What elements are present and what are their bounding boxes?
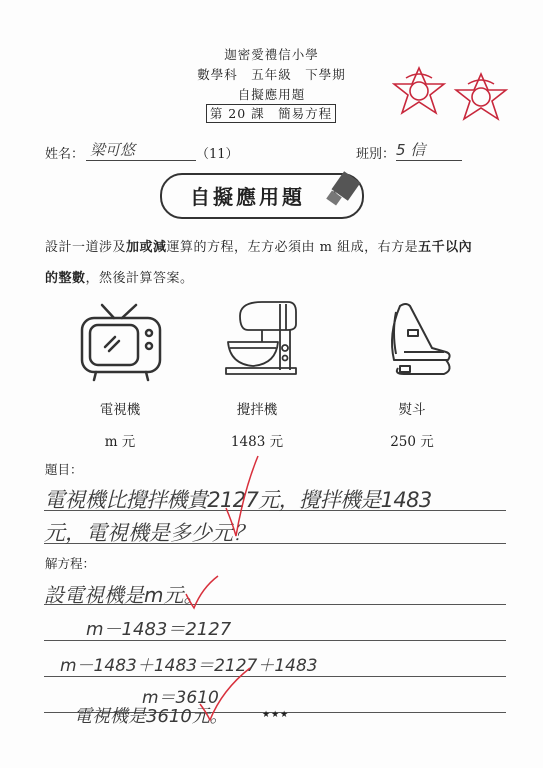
item-name: 電視機 — [99, 402, 141, 418]
school-name: 迦密愛禮信小學 — [224, 47, 319, 62]
item-name: 攪拌機 — [236, 402, 278, 418]
check-mark-icon — [220, 452, 260, 540]
item-price: 1483 元 — [230, 434, 284, 450]
question-label: 題目： — [45, 462, 83, 477]
iron-icon — [374, 300, 460, 380]
solution-step-4: m＝3610 — [142, 688, 219, 708]
reward-stamps — [392, 64, 512, 126]
solution-step-1: 設電視機是m元。 — [44, 583, 204, 607]
instruction-text: ，然後計算答案。 — [85, 271, 194, 286]
class-value: 5 信 — [396, 139, 462, 161]
name-label: 姓名： — [45, 147, 85, 162]
question-line-2: 元，電視機是多少元？ — [44, 521, 254, 545]
instruction-line-2 — [45, 267, 194, 286]
student-name: 梁可悠 — [86, 139, 196, 161]
grading-stars: ★★★ — [262, 710, 290, 720]
instruction-emphasis: 加或減 — [126, 240, 167, 255]
question-line-1: 電視機比攪拌機貴2127元，攪拌機是1483 — [44, 488, 432, 512]
instruction-text: 運算的方程，左方必須由 m 組成，右方是 — [166, 240, 419, 255]
lesson-title: 第 20 課 簡易方程 — [206, 104, 336, 123]
tv-icon — [78, 302, 166, 384]
worksheet-type: 自擬應用題 — [237, 87, 306, 102]
subject-line: 數學科 五年級 下學期 — [197, 67, 346, 82]
star-stamp-icon — [394, 68, 444, 113]
mixer-icon — [222, 296, 300, 378]
solution-step-3: m－1483＋1483＝2127＋1483 — [60, 656, 318, 676]
instruction-emphasis: 五千以內 — [418, 240, 473, 255]
solution-step-2: m－1483＝2127 — [86, 619, 232, 640]
student-number: （11） — [196, 147, 239, 162]
solution-label: 解方程： — [45, 556, 96, 571]
check-mark-icon — [182, 572, 222, 612]
check-mark-icon — [196, 664, 256, 724]
class-label: 班別： — [356, 147, 396, 162]
star-stamp-icon — [456, 74, 506, 119]
writing-line — [44, 676, 506, 677]
pencil-icon — [322, 165, 364, 207]
item-price: m 元 — [104, 434, 136, 450]
banner-title: 自擬應用題 — [190, 185, 305, 209]
item-price: 250 元 — [390, 434, 434, 450]
instruction-emphasis: 的整數 — [45, 271, 86, 286]
item-name: 熨斗 — [398, 402, 426, 418]
instruction-line-1 — [45, 236, 472, 255]
solution-step-5: 電視機是3610元。 — [74, 706, 228, 727]
instruction-text: 設計一道涉及 — [45, 240, 127, 255]
